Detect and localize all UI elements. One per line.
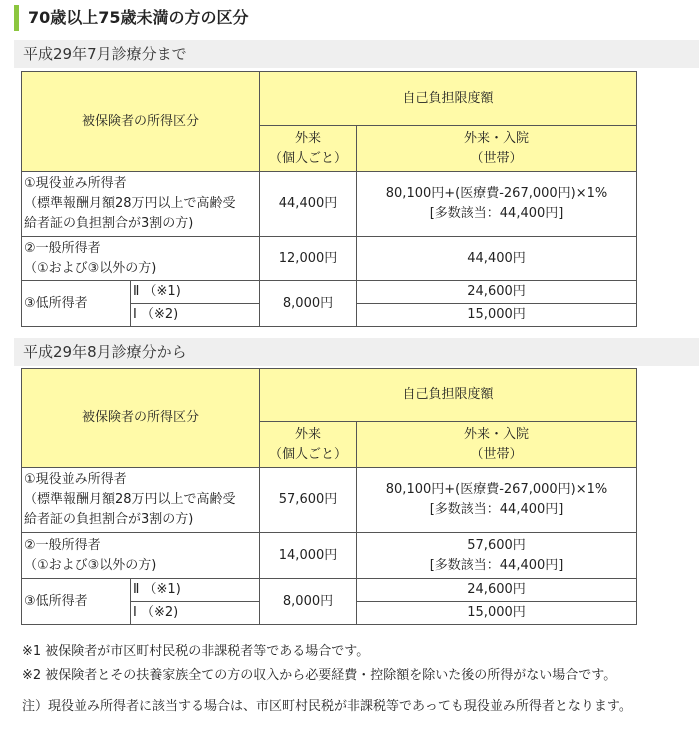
inpatient-header	[357, 126, 637, 172]
row-low-income-sub1-inpatient: 15,000円	[357, 304, 637, 327]
row-general-label	[22, 237, 260, 281]
row-high-income-inpatient-formula: 80,100円+(医療費-267,000円)×1%	[385, 186, 608, 201]
outpatient-header-label: 外来	[295, 130, 322, 146]
row-general-outpatient: 14,000円	[260, 533, 357, 579]
row-low-income-sub2-label: Ⅱ （※1)	[131, 579, 260, 602]
fee-table-until-july	[21, 71, 637, 327]
outpatient-header	[260, 422, 357, 468]
limit-header: 自己負担限度額	[260, 72, 637, 126]
outpatient-header-note: （個人ごと）	[269, 150, 348, 166]
row-high-income-inpatient	[357, 468, 637, 533]
row-general-inpatient-multiple: [多数該当：44,400円]	[429, 557, 564, 573]
row-general-desc: （①および③以外の方)	[24, 557, 157, 573]
row-low-income-label: ③低所得者	[22, 579, 131, 625]
row-low-income-sub2-inpatient: 24,600円	[357, 281, 637, 304]
inpatient-header-note: （世帯）	[470, 150, 523, 166]
row-high-income-desc-1: （標準報酬月額28万円以上で高齢受	[24, 492, 236, 507]
row-low-income-sub1-label: Ⅰ （※2)	[131, 602, 260, 625]
row-low-income-sub1-inpatient: 15,000円	[357, 602, 637, 625]
outpatient-header-note: （個人ごと）	[269, 446, 348, 462]
row-high-income-title: ①現役並み所得者	[24, 176, 127, 191]
outpatient-header-label: 外来	[295, 426, 322, 442]
row-general-title: ②一般所得者	[24, 537, 101, 553]
remark-note: 注）現役並み所得者に該当する場合は、市区町村民税が非課税等であっても現役並み所得者となります。	[22, 699, 632, 714]
row-high-income-desc-2: 給者証の負担割合が3割の方)	[24, 512, 194, 527]
income-category-header: 被保険者の所得区分	[22, 72, 260, 172]
row-general-label	[22, 533, 260, 579]
row-high-income-label	[22, 468, 260, 533]
row-general-desc: （①および③以外の方)	[24, 260, 157, 276]
row-high-income-title: ①現役並み所得者	[24, 472, 127, 487]
row-general-inpatient	[357, 533, 637, 579]
limit-header: 自己負担限度額	[260, 369, 637, 422]
row-general-outpatient: 12,000円	[260, 237, 357, 281]
inpatient-header-label: 外来・入院	[464, 130, 530, 146]
row-low-income-label: ③低所得者	[22, 281, 131, 327]
row-general-inpatient-amount: 57,600円	[467, 537, 526, 553]
fee-table-from-august	[21, 368, 637, 625]
row-low-income-outpatient: 8,000円	[260, 281, 357, 327]
row-low-income-outpatient: 8,000円	[260, 579, 357, 625]
footnote-1: ※1 被保険者が市区町村民税の非課税者等である場合です。	[22, 644, 370, 659]
page-title: 70歳以上75歳未満の方の区分	[14, 5, 699, 31]
footnote-2: ※2 被保険者とその扶養家族全ての方の収入から必要経費・控除額を除いた後の所得がない場合です。	[22, 668, 617, 683]
row-general-inpatient: 44,400円	[357, 237, 637, 281]
inpatient-header-note: （世帯）	[470, 446, 523, 462]
section-title-from-august: 平成29年8月診療分から	[14, 338, 699, 366]
outpatient-header	[260, 126, 357, 172]
row-high-income-outpatient: 44,400円	[260, 172, 357, 237]
inpatient-header-label: 外来・入院	[464, 426, 530, 442]
section-title-until-july: 平成29年7月診療分まで	[14, 40, 699, 68]
row-high-income-inpatient-multiple: [多数該当：44,400円]	[429, 206, 564, 221]
row-high-income-inpatient	[357, 172, 637, 237]
row-high-income-inpatient-multiple: [多数該当：44,400円]	[429, 502, 564, 517]
row-high-income-outpatient: 57,600円	[260, 468, 357, 533]
income-category-header: 被保険者の所得区分	[22, 369, 260, 468]
row-high-income-label	[22, 172, 260, 237]
row-low-income-sub2-label: Ⅱ （※1)	[131, 281, 260, 304]
row-high-income-inpatient-formula: 80,100円+(医療費-267,000円)×1%	[385, 482, 608, 497]
row-high-income-desc-1: （標準報酬月額28万円以上で高齢受	[24, 196, 236, 211]
row-general-title: ②一般所得者	[24, 240, 101, 256]
row-low-income-sub2-inpatient: 24,600円	[357, 579, 637, 602]
inpatient-header	[357, 422, 637, 468]
row-low-income-sub1-label: Ⅰ （※2)	[131, 304, 260, 327]
row-high-income-desc-2: 給者証の負担割合が3割の方)	[24, 216, 194, 231]
